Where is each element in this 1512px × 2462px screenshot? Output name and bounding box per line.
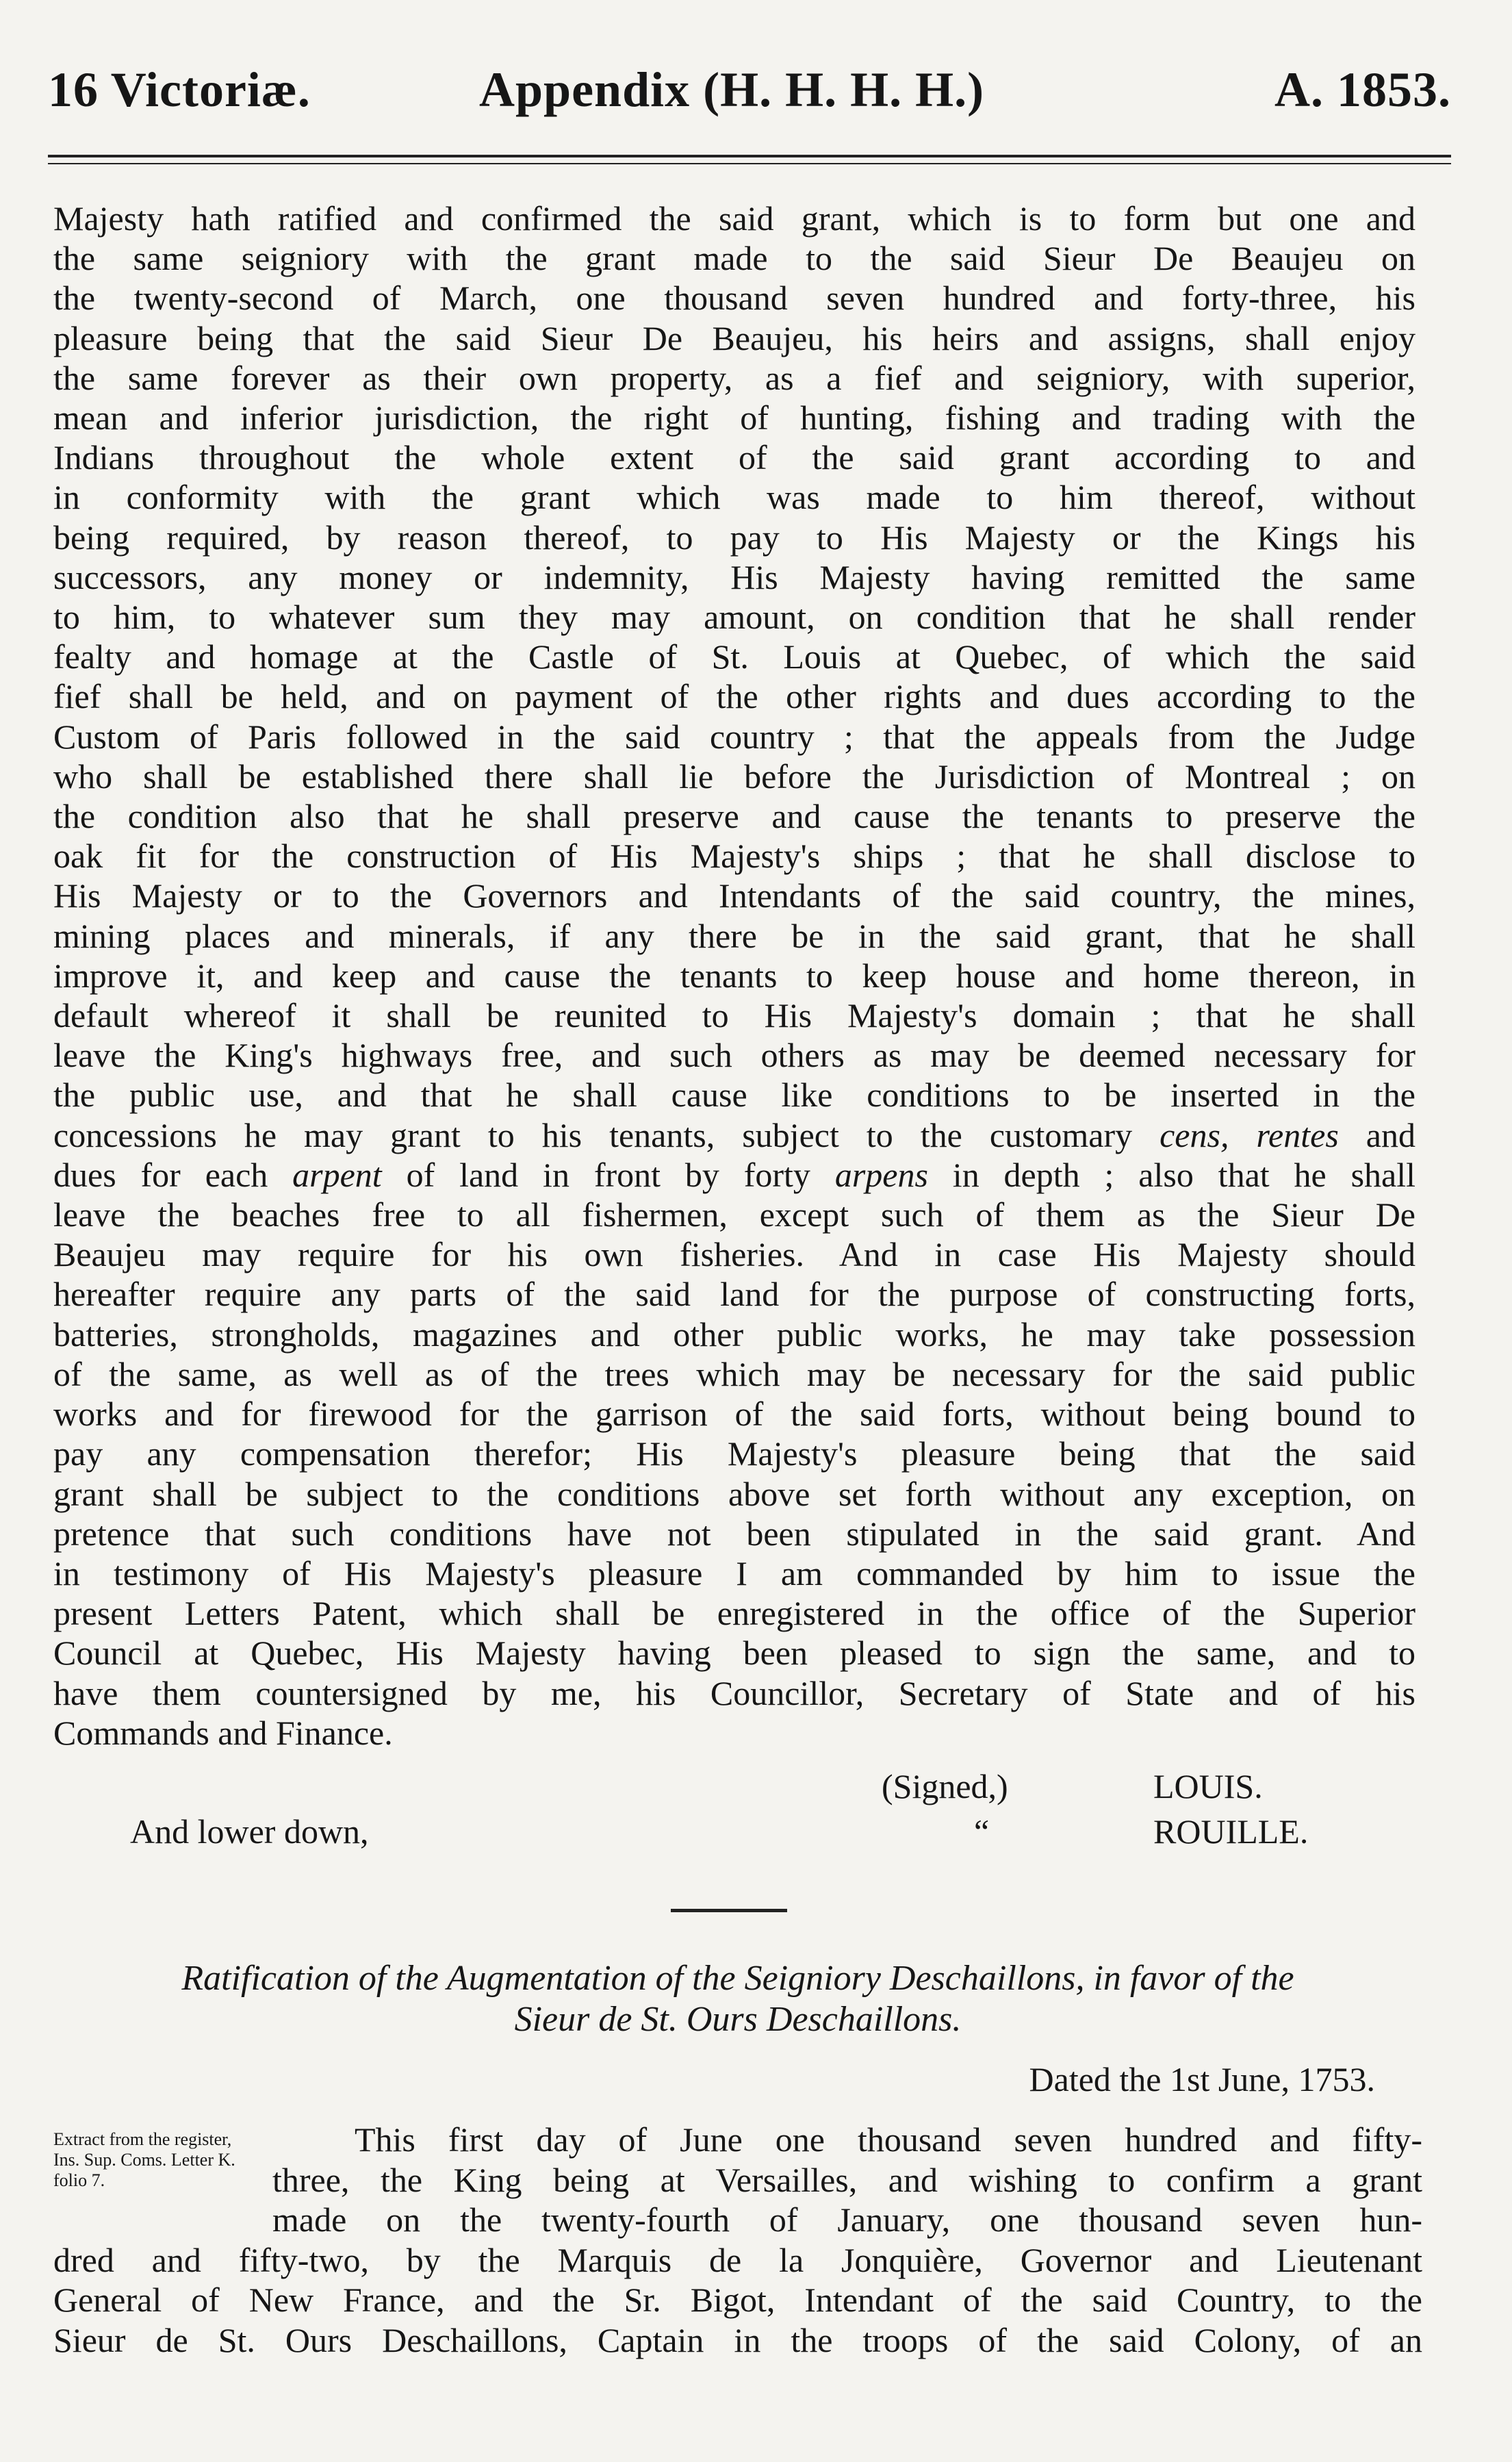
paragraph-line: made on the twenty-fourth of January, one thousand seven hun-	[272, 2200, 1422, 2239]
body-line: have them countersigned by me, his Councillor, Secretary of State and of his	[53, 1673, 1415, 1712]
body-line: the twenty-second of March, one thousand seven hundred and forty-three, his	[53, 279, 1415, 318]
signed-label: (Signed,)	[882, 1767, 1008, 1805]
body-line: default whereof it shall be reunited to His Majesty's domain ; that he shall	[53, 996, 1415, 1035]
paragraph-line: Sieur de St. Ours Deschaillons, Captain in the troops of the said Colony, of an	[53, 2320, 1422, 2359]
body-line: being required, by reason thereof, to pay to His Majesty or the Kings his	[53, 518, 1415, 557]
body-line: pleasure being that the said Sieur De Beaujeu, his heirs and assigns, shall enjoy	[53, 318, 1415, 357]
margin-note: Extract from the register, Ins. Sup. Coms. Letter K. folio 7.	[53, 2129, 235, 2190]
body-line-mixed	[53, 1115, 1415, 1155]
body-line: His Majesty or to the Governors and Intendants of the said country, the mines,	[53, 876, 1415, 915]
body-line: batteries, strongholds, magazines and other public works, he may take possession	[53, 1315, 1415, 1354]
header-year: A. 1853.	[1274, 62, 1451, 117]
body-text-segment: and	[1366, 1115, 1415, 1154]
body-line: in conformity with the grant which was made to him thereof, without	[53, 478, 1415, 517]
body-line: improve it, and keep and cause the tenants to keep house and home thereon, in	[53, 956, 1415, 995]
body-line: grant shall be subject to the conditions above set forth without any exception, on	[53, 1474, 1415, 1513]
body-line: Beaujeu may require for his own fisheries. And in case His Majesty should	[53, 1235, 1415, 1274]
body-line: the same forever as their own property, as a fief and seigniory, with superior,	[53, 358, 1415, 397]
body-line: mean and inferior jurisdiction, the right of hunting, fishing and trading with the	[53, 398, 1415, 437]
signature-row-2	[53, 1812, 1415, 1853]
paragraph-line: dred and fifty-two, by the Marquis de la Jonquière, Governor and Lieutenant	[53, 2240, 1422, 2279]
paragraph-line: This first day of June one thousand seven hundred and fifty-	[355, 2120, 1422, 2159]
body-line: hereafter require any parts of the said land for the purpose of constructing forts,	[53, 1275, 1415, 1314]
body-line: the same seigniory with the grant made to the said Sieur De Beaujeu on	[53, 239, 1415, 278]
section-title	[53, 1958, 1422, 2040]
lower-down-label: And lower down,	[130, 1812, 369, 1851]
body-line: Indians throughout the whole extent of the said grant according to and	[53, 438, 1415, 477]
body-text-segment: dues for each	[53, 1155, 268, 1194]
second-paragraph	[53, 2120, 1422, 2360]
body-line: oak fit for the construction of His Majesty's ships ; that he shall disclose to	[53, 837, 1415, 876]
body-line: mining places and minerals, if any there be in the said grant, that he shall	[53, 916, 1415, 955]
section-title-line: Ratification of the Augmentation of the Seigniory Deschaillons, in favor of the	[181, 1959, 1294, 1998]
body-line: of the same, as well as of the trees which may be necessary for the said public	[53, 1354, 1415, 1393]
body-line: Commands and Finance.	[53, 1713, 393, 1752]
body-line: in testimony of His Majesty's pleasure I am commanded by him to issue the	[53, 1553, 1415, 1592]
body-line: the public use, and that he shall cause like conditions to be inserted in the	[53, 1076, 1415, 1115]
body-line: the condition also that he shall preserve and cause the tenants to preserve the	[53, 797, 1415, 836]
body-line: fealty and homage at the Castle of St. Louis at Quebec, of which the said	[53, 637, 1415, 676]
italic-term: arpens	[834, 1155, 928, 1194]
body-text-segment: in depth ; also that he shall	[952, 1155, 1416, 1194]
ditto-mark: “	[974, 1812, 990, 1851]
body-line: Council at Quebec, His Majesty having been pleased to sign the same, and to	[53, 1634, 1415, 1673]
body-line: leave the King's highways free, and such others as may be deemed necessary for	[53, 1036, 1415, 1075]
header-appendix: Appendix (H. H. H. H.)	[479, 62, 985, 117]
header-session: 16 Victoriæ.	[48, 62, 311, 117]
body-text-segment: concessions he may grant to his tenants, subject to the customary	[53, 1115, 1133, 1154]
body-line: successors, any money or indemnity, His Majesty having remitted the same	[53, 557, 1415, 596]
signature-row-1	[53, 1766, 1415, 1807]
body-line: Majesty hath ratified and confirmed the said grant, which is to form but one and	[53, 199, 1415, 238]
page-header	[48, 62, 1451, 130]
body-line: present Letters Patent, which shall be enregistered in the office of the Superior	[53, 1594, 1415, 1633]
body-line: to him, to whatever sum they may amount, on condition that he shall render	[53, 598, 1415, 637]
body-text-segment: of land in front by forty	[406, 1155, 810, 1194]
body-line: who shall be established there shall lie before the Jurisdiction of Montreal ; on	[53, 757, 1415, 796]
section-title-line: Sieur de St. Ours Deschaillons.	[514, 2000, 962, 2039]
body-line: pay any compensation therefor; His Majesty's pleasure being that the said	[53, 1434, 1415, 1473]
body-line: works and for firewood for the garrison of the said forts, without being bound to	[53, 1395, 1415, 1434]
italic-term: arpent	[292, 1155, 382, 1194]
italic-term: cens, rentes	[1159, 1115, 1339, 1154]
body-line: Custom of Paris followed in the said country ; that the appeals from the Judge	[53, 717, 1415, 756]
countersign-name: ROUILLE.	[1153, 1812, 1309, 1851]
body-line: leave the beaches free to all fishermen, except such of them as the Sieur De	[53, 1195, 1415, 1234]
body-line: pretence that such conditions have not been stipulated in the said grant. And	[53, 1514, 1415, 1553]
header-rule	[48, 155, 1451, 164]
paragraph-line: General of New France, and the Sr. Bigot, Intendant of the said Country, to the	[53, 2281, 1422, 2319]
body-line-mixed	[53, 1155, 1415, 1195]
body-paragraph	[53, 199, 1415, 1753]
dated-line: Dated the 1st June, 1753.	[1029, 2060, 1375, 2098]
section-divider	[671, 1909, 787, 1912]
signed-name: LOUIS.	[1153, 1767, 1263, 1805]
paragraph-line: three, the King being at Versailles, and wishing to confirm a grant	[272, 2160, 1422, 2199]
body-line: fief shall be held, and on payment of the other rights and dues according to the	[53, 677, 1415, 716]
